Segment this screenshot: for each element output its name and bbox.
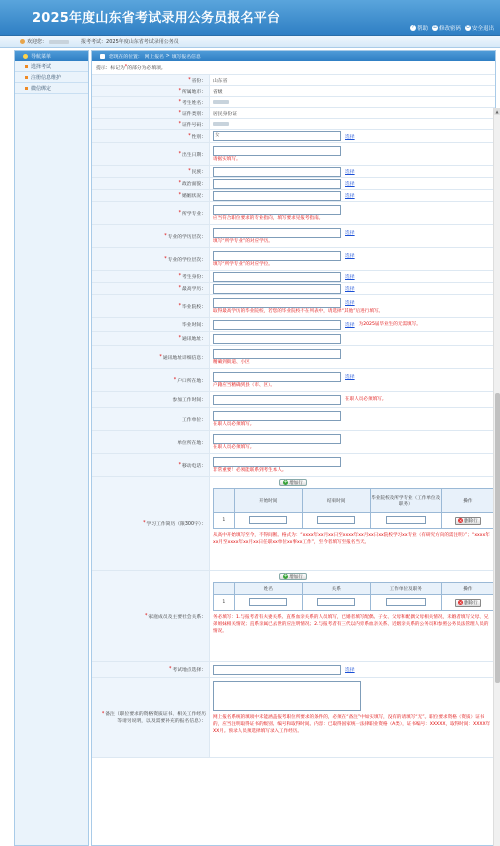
sidebar-header: 导航菜单 [15,51,88,61]
ethnic-select-link[interactable]: 选择 [345,170,355,175]
required-star: * [178,121,181,127]
required-star: * [169,667,172,672]
family-value [210,571,495,661]
field-label-employer: 工作单位： [92,408,210,430]
required-star: * [178,181,181,186]
address-input[interactable] [213,334,341,344]
field-label-hukou: * 户口所在地： [92,369,210,391]
family-cell-input[interactable] [317,598,355,606]
field-row-name [92,97,495,108]
field-row-idtype [92,108,495,119]
scroll-thumb[interactable] [495,393,500,683]
field-row-idno [92,119,495,130]
family-label: * 家庭成员及主要社会关系： [92,571,210,661]
table-header-cell: 操作 [441,583,494,595]
field-row-school [92,295,495,318]
table-header-cell: 关系 [302,583,370,595]
table-header-cell: 操作 [441,489,494,513]
field-line [213,349,495,359]
field-line [213,179,495,189]
employer-nature-hint: 在职人员必须填写。 [213,444,255,450]
welcome-text: 欢迎您： [20,38,69,45]
field-line [213,395,495,405]
required-star: * [178,336,181,341]
field-label-school: * 毕业院校： [92,295,210,317]
field-label-ethnic: * 民族： [92,166,210,177]
field-row-politics [92,178,495,190]
page-title: 2025年度山东省考试录用公务员报名平台 [32,11,281,26]
field-line [213,457,495,467]
field-line [213,122,495,126]
field-label-work-date: 参加工作时间： [92,392,210,407]
field-value-school [210,295,495,317]
square-bullet-icon [25,76,28,79]
field-label-idtype: * 证件类别： [92,108,210,118]
field-line [213,146,495,156]
required-star: * [178,99,181,105]
mobile-hint: 非常重要！必须能联系到考生本人。 [213,467,287,473]
field-value-address [210,332,495,345]
table-cell [441,595,494,611]
table-cell [234,595,302,611]
field-value-marriage [210,190,495,201]
user-icon [20,39,25,44]
help-link[interactable]: ? 帮助 [411,25,428,32]
field-label-exam: * 省份： [92,75,210,85]
family-table [213,582,495,611]
mobile-input[interactable] [213,457,341,467]
sidebar-item-wechat[interactable]: 微信绑定 [15,83,88,94]
required-star: * [173,377,177,383]
field-value-hukou [210,369,495,391]
table-cell: 1 [214,595,235,611]
table-cell [234,513,302,529]
required-star: * [178,210,181,216]
exam-site-label: * 考试地点选择： [92,662,210,677]
required-star: * [164,233,167,239]
table-header-row [214,489,495,513]
square-bullet-icon [25,65,28,68]
table-header-cell [214,489,235,513]
field-line [213,251,495,261]
ethnic-input[interactable] [213,167,341,177]
field-value-grad-time [210,318,495,331]
idno-value [213,122,229,126]
table-row [214,513,495,529]
header-banner [0,0,500,36]
required-star: * [188,77,191,83]
resume-row [92,477,495,571]
field-label-marriage: * 婚姻状况： [92,190,210,201]
field-label-politics: * 政治面貌： [92,178,210,189]
field-value-edu-major [210,225,495,247]
field-label-top-edu: * 最高学历： [92,283,210,294]
field-label-degree-major: * 专业的学位层次： [92,248,210,270]
breadcrumb: 您现在的位置： 网上报名 > 填写报名信息 [92,51,495,61]
edu-major-hint: 填写“所学专业”的对应学历。 [213,238,273,244]
required-star: * [188,169,191,174]
work-date-note: 在职人员必须填写。 [345,396,387,402]
key-icon: ⚿ [433,25,437,30]
table-header-cell: 姓名 [234,583,302,595]
field-value-ethnic [210,166,495,177]
school-input[interactable] [213,298,341,308]
field-value-major [210,202,495,224]
marriage-input[interactable] [213,191,341,201]
politics-input[interactable] [213,179,341,189]
table-cell: 1 [214,513,235,529]
required-star: * [101,711,105,717]
required-star: * [178,193,181,198]
delete-icon: × [458,518,463,523]
family-delete-row-button[interactable]: × 删除行 [455,599,481,607]
field-row-degree-major [92,248,495,271]
origin-input[interactable] [213,272,341,282]
required-star: * [178,274,181,279]
field-line [213,320,495,330]
field-value-birth [210,143,495,165]
name-value [213,100,229,104]
required-star: * [178,286,181,291]
required-star: * [164,256,167,262]
field-line [213,205,495,215]
exam-site-select-link[interactable]: 选择 [345,668,355,673]
resume-cell-input[interactable] [386,516,426,524]
change-password-link[interactable]: ⚿ 修改密码 [433,25,461,32]
family-row [92,571,495,662]
field-row-gender [92,130,495,143]
required-star: * [145,613,148,619]
resume-value [210,477,495,570]
field-line [213,284,495,294]
field-row-grad-time [92,318,495,332]
field-value-politics [210,178,495,189]
resume-cell-input[interactable] [249,516,287,524]
required-star: * [159,354,162,360]
remark-label: *备注（职位要求的资格资质证书、相关工作经历等请另说明，以及需要补充的报名信息）： [92,678,210,757]
field-line [213,131,495,141]
hukou-select-link[interactable]: 选择 [345,375,355,380]
field-value-address-detail [210,346,495,368]
employer-input[interactable] [213,411,341,421]
required-star: * [188,133,191,139]
degree-major-hint: 填写“所学专业”的对应学位。 [213,261,273,267]
field-label-idno: * 证件号码： [92,119,210,129]
field-row-top-edu [92,283,495,295]
required-star: * [178,110,181,116]
table-header-cell: 开始时间 [234,489,302,513]
field-value-name [210,97,495,107]
resume-delete-row-button[interactable]: × 删除行 [455,517,481,525]
major-hint: 应当符合职位要求的专业指向，填写要求见报考指南。 [213,215,324,221]
field-label-employer-nature: 单位所在地： [92,431,210,453]
field-row-birth [92,143,495,166]
idtype-value: 居民身份证 [213,111,237,117]
family-add-row-button[interactable]: + 增加行 [279,573,307,580]
field-value-origin [210,271,495,282]
origin-select-link[interactable]: 选择 [345,275,355,280]
field-value-employer [210,408,495,430]
top-edu-input[interactable] [213,284,341,294]
field-line [213,88,495,95]
registration-form [92,75,495,758]
field-row-exam-site [92,662,495,678]
field-row-mobile [92,454,495,477]
resume-table [213,488,495,529]
family-add-wrap [213,573,373,580]
field-value-idtype [210,108,495,118]
edu-major-select-link[interactable]: 选择 [345,231,355,236]
scroll-up-icon[interactable]: ▲ [495,109,499,114]
table-header-cell: 工作单位及职务 [370,583,441,595]
plus-icon: + [283,573,288,579]
home-icon [100,54,105,59]
field-row-major [92,202,495,225]
field-label-major: * 所学专业： [92,202,210,224]
field-line [213,77,495,84]
field-line [213,272,495,282]
city-value: 省级 [213,89,223,95]
degree-major-select-link[interactable]: 选择 [345,254,355,259]
field-row-ethnic [92,166,495,178]
plus-icon: + [283,479,288,485]
resume-hint: 从高中开始填写至今，不得间断。格式为：“xxxx年xx月xx日至xxxx年xx月xx日xx院校学习xx专业（有研究方向的需注明）”；“xxxx年xx月至xxxx年xx月xx日任职xx单位xx事xx工作”，至今者填写至报名当天。 [213,533,490,545]
address-detail-hint: 精确到街道、小区 [213,359,250,365]
field-label-mobile: * 移动电话： [92,454,210,476]
field-row-city [92,86,495,97]
school-select-link[interactable]: 选择 [345,301,355,306]
hukou-input[interactable] [213,372,341,382]
exam-value: 山东省 [213,78,228,84]
required-star: * [178,151,181,157]
resume-label: * 学习工作简历（限300字）： [92,477,210,570]
field-line [213,167,495,177]
sidebar-item-registration-info[interactable]: 注册信息维护 [15,72,88,83]
field-value-top-edu [210,283,495,294]
user-bar [0,36,500,48]
employer-nature-input[interactable] [213,434,341,444]
field-line [213,334,495,344]
birth-hint: 请据实填写。 [213,156,241,162]
degree-major-input[interactable] [213,251,341,261]
edu-major-input[interactable] [213,228,341,238]
remark-value [210,678,495,757]
exam-site-input[interactable] [213,665,341,675]
field-value-gender [210,130,495,142]
field-line [213,665,495,675]
field-line [213,228,495,238]
field-label-birth: * 出生日期： [92,143,210,165]
gender-select-link[interactable]: 选择 [345,134,355,140]
masked-username [49,40,69,44]
resume-cell-input[interactable] [317,516,355,524]
exit-icon: ⏻ [466,25,470,30]
table-cell [370,595,441,611]
employer-hint: 在职人员必须填写。 [213,421,255,427]
table-cell [441,513,494,529]
table-cell [370,513,441,529]
logout-link[interactable]: ⏻ 安全退出 [466,25,494,32]
required-star: * [178,462,181,468]
field-line [213,372,495,382]
main-panel [91,50,496,846]
header-links [410,24,494,32]
field-row-employer [92,408,495,431]
field-value-exam [210,75,495,85]
required-tip: 提示：标记为 * 的部分为必填项。 [92,61,495,75]
table-row [214,595,495,611]
field-row-work-date [92,392,495,408]
major-input[interactable] [213,205,341,215]
field-value-city [210,86,495,96]
field-value-idno [210,119,495,129]
table-header-row [214,583,495,595]
address-detail-input[interactable] [213,349,341,359]
field-row-address [92,332,495,346]
birth-input[interactable] [213,146,341,156]
field-label-address-detail: * 通讯地址详细信息： [92,346,210,368]
marriage-select-link[interactable]: 选择 [345,194,355,199]
field-value-degree-major [210,248,495,270]
field-label-name: * 考生姓名： [92,97,210,107]
table-cell [302,595,370,611]
grad-time-input[interactable] [213,320,341,330]
resume-add-wrap [213,479,373,486]
gender-input[interactable]: 女 [213,131,341,141]
field-row-hukou [92,369,495,392]
field-label-address: * 通讯地址： [92,332,210,345]
field-line [213,298,495,308]
page-scrollbar[interactable] [493,108,500,846]
delete-icon: × [458,600,463,605]
hukou-hint: 户籍应当精确到县（市、区）。 [213,382,276,388]
required-star: * [178,88,181,94]
field-row-marriage [92,190,495,202]
field-line [213,434,495,444]
required-star: * [178,303,181,309]
field-row-remark [92,678,495,758]
grad-time-select-link[interactable]: 选择 [345,323,355,328]
field-line [213,411,495,421]
table-cell [302,513,370,529]
family-hint: 务必填写：1.与报考者有夫妻关系、直系血亲关系的人员填写，已婚者填写配偶、子女、父母和配偶父母相关情况，未婚者填写父母、兄弟姐妹相关情况；直系亲属已去世的应注明情况；2.与报考者有三代以内旁系血亲关系、近姻亲关系的公务员和参照公务员法管理人员的情况。 [213,615,489,634]
resume-add-row-button[interactable]: + 增加行 [279,479,307,486]
field-row-edu-major [92,225,495,248]
field-value-employer-nature [210,431,495,453]
remark-hint: 网上报名系统的填项中未能涵盖报考职位所要求的条件的，必须在“备注”中如实填写，没有的请填写“无”。职位要求资格（资质）证书的，应当注明取得证书的级别、编号和取得时间。内容：已取得国家统一法律职业资格（A类），证书编号：XXXXX，取得时间：XXXX年XX月。预录人员须选择填写录入工作经历。 [213,715,491,734]
table-header-cell: 毕业院校及所学专业（工作单位及职务） [370,489,441,513]
square-bullet-icon [25,87,28,90]
table-header-cell [214,583,235,595]
field-label-city: * 所属地市： [92,86,210,96]
field-row-address-detail [92,346,495,369]
required-star: * [143,521,146,526]
help-icon: ? [411,25,415,30]
field-value-mobile [210,454,495,476]
field-value-work-date [210,392,495,407]
field-label-edu-major: * 专业的学历层次： [92,225,210,247]
family-cell-input[interactable] [386,598,426,606]
field-label-origin: * 考生身份： [92,271,210,282]
field-line [213,100,495,104]
politics-select-link[interactable]: 选择 [345,182,355,187]
exam-site-value [210,662,495,677]
grad-time-note: 为2025届毕业生的无需填写。 [358,321,421,327]
sidebar-item-select-exam[interactable]: 选择考试 [15,61,88,72]
field-line [213,191,495,201]
field-label-gender: * 性别： [92,130,210,142]
top-edu-select-link[interactable]: 选择 [345,287,355,292]
work-date-input[interactable] [213,395,341,405]
field-label-grad-time: 毕业时间： [92,318,210,331]
remark-textarea[interactable] [213,681,361,711]
field-row-origin [92,271,495,283]
field-line [213,110,495,117]
table-header-cell: 结束时间 [302,489,370,513]
school-hint: 取得最高学历的毕业院校，若您的毕业院校不在列表中，请选择“其他”后进行填写。 [213,308,384,314]
family-cell-input[interactable] [249,598,287,606]
nav-bullet-icon [23,54,28,59]
field-row-exam [92,75,495,86]
field-row-employer-nature [92,431,495,454]
exam-text: 报考考试：2025年度山东省考试录用公务员 [81,39,179,45]
sidebar [14,50,89,846]
